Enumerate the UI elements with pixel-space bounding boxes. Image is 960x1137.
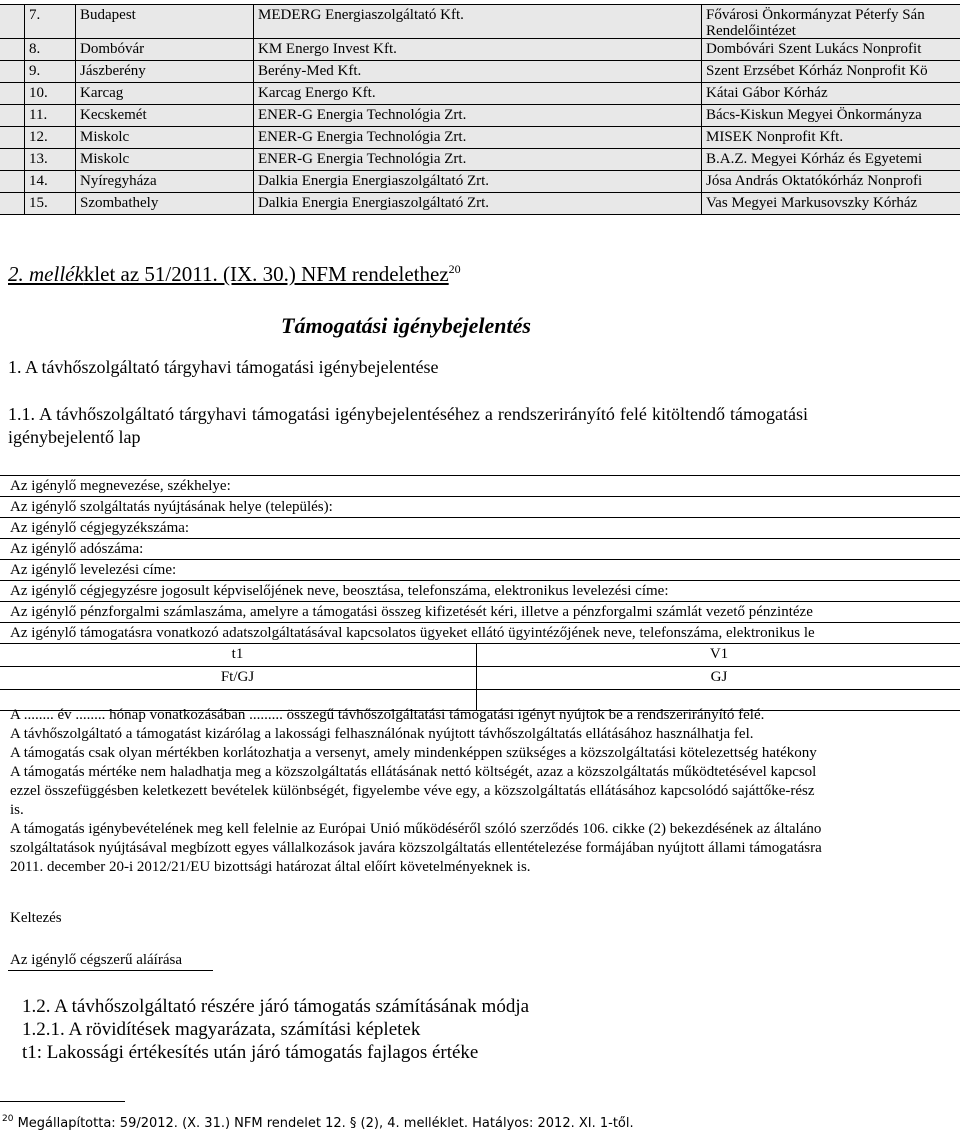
table-row (0, 105, 960, 127)
table-row (0, 39, 960, 61)
intro-paragraph: 1.1. A távhőszolgáltató tárgyhavi támogatási igénybejelentéséhez a rendszerirányító felé kitöltendő támogatási igénybejelentő lap (8, 404, 808, 447)
institution-cell: Kátai Gábor Kórház (706, 85, 828, 101)
col-v1: V1 (476, 644, 960, 666)
table-row (0, 61, 960, 83)
text-line: A távhőszolgáltató a támogatást kizárólag a lakossági felhasználónak nyújtott távhőszolgáltatás ellátásához használhatja fel. (10, 726, 754, 742)
footnote (2, 1114, 634, 1131)
annex-heading-italic: 2. mellék (8, 262, 84, 286)
subsection-heading: 1.2.1. A rövidítések magyarázata, számítási képletek (22, 1019, 421, 1040)
form-unit-row (0, 666, 960, 689)
institution-line1: Fővárosi Önkormányzat Péterfy Sán (706, 7, 925, 23)
text-line: A támogatás csak olyan mértékben korlátozhatja a versenyt, amely mindenképpen szükséges a közszolgáltatási kötelezettség hatékony (10, 745, 817, 761)
application-form (0, 475, 960, 711)
city-cell: Miskolc (80, 129, 130, 145)
date-label: Keltezés (10, 910, 62, 926)
company-cell: MEDERG Energiaszolgáltató Kft. (258, 7, 464, 23)
table-row (0, 171, 960, 193)
declaration-text (10, 706, 960, 877)
form-col-header-row (0, 643, 960, 666)
company-cell: Karcag Energo Kft. (258, 85, 376, 101)
institution-line2: Rendelőintézet (706, 23, 796, 39)
unit-gj: GJ (476, 667, 960, 689)
footnote-separator (0, 1101, 125, 1102)
company-cell: KM Energo Invest Kft. (258, 41, 397, 57)
text-line: A támogatás mértéke nem haladhatja meg a közszolgáltatás ellátásának nettó költségét, azaz a közszolgáltatás működtetésével kapcsol (10, 764, 817, 780)
section-heading: 1. A távhőszolgáltató tárgyhavi támogatási igénybejelentése (8, 357, 439, 377)
annex-heading-rest: klet az 51/2011. (IX. 30.) NFM rendelethez (83, 262, 449, 286)
form-row: Az igénylő pénzforgalmi számlaszáma, amelyre a támogatási összeg kifizetését kéri, illetve a pénzforgalmi számlát vezető pénzintéze (0, 601, 960, 622)
unit-ftgj: Ft/GJ (220, 669, 255, 685)
form-row: Az igénylő szolgáltatás nyújtásának helye (település): (0, 496, 960, 517)
company-cell: Dalkia Energia Energiaszolgáltató Zrt. (258, 195, 490, 211)
signature-line (8, 970, 213, 971)
institution-table (0, 4, 960, 215)
city-cell: Dombóvár (80, 41, 145, 57)
row-number: 9. (29, 63, 41, 79)
form-row: Az igénylő cégjegyzésre jogosult képviselőjének neve, beosztása, telefonszáma, elektronikus levelezési címe: (0, 580, 960, 601)
form-row: Az igénylő támogatásra vonatkozó adatszolgáltatásával kapcsolatos ügyeket ellátó ügyintézőjének neve, telefonszáma, elektronikus le (0, 622, 960, 643)
definition-line: t1: Lakossági értékesítés után járó támogatás fajlagos értéke (22, 1042, 479, 1063)
institution-cell: B.A.Z. Megyei Kórház és Egyetemi (706, 151, 923, 167)
text-line: ezzel összefüggésben keletkezett bevételek különbségét, figyelembe véve egy, a közszolgáltatás ellátásához kapcsolódó sajáttőke-rész (10, 783, 815, 799)
company-cell: ENER-G Energia Technológia Zrt. (258, 107, 467, 123)
institution-cell: MISEK Nonprofit Kft. (706, 129, 844, 145)
company-cell: ENER-G Energia Technológia Zrt. (258, 129, 467, 145)
annex-heading (8, 262, 461, 287)
institution-cell: Szent Erzsébet Kórház Nonprofit Kö (706, 63, 928, 79)
company-cell: ENER-G Energia Technológia Zrt. (258, 151, 467, 167)
institution-cell: Jósa András Oktatókórház Nonprofi (706, 173, 923, 189)
table-row (0, 149, 960, 171)
text-line: A támogatás igénybevételének meg kell felelnie az Európai Unió működéséről szóló szerződés 106. cikke (2) bekezdésének az általáno (10, 821, 822, 837)
row-number: 14. (29, 173, 48, 189)
city-cell: Miskolc (80, 151, 130, 167)
institution-cell: Bács-Kiskun Megyei Önkormányza (706, 107, 922, 123)
institution-cell: Vas Megyei Markusovszky Kórház (706, 195, 918, 211)
institution-cell (706, 7, 960, 39)
city-cell: Nyíregyháza (80, 173, 157, 189)
signature-label: Az igénylő cégszerű aláírása (10, 952, 182, 968)
row-number: 13. (29, 151, 48, 167)
company-cell: Dalkia Energia Energiaszolgáltató Zrt. (258, 173, 490, 189)
footnote-text: Megállapította: 59/2012. (X. 31.) NFM rendelet 12. § (2), 4. melléklet. Hatályos: 2012. XI. 1-től. (13, 1116, 634, 1131)
page-title: Támogatási igénybejelentés (281, 313, 531, 338)
form-row: Az igénylő cégjegyzékszáma: (0, 517, 960, 538)
table-row (0, 193, 960, 215)
table-column-divider (701, 4, 702, 215)
text-line: A ........ év ........ hónap vonatkozásában ......... összegű távhőszolgáltatási támogatási igényt nyújtok be a rendszerirányító felé. (10, 707, 765, 723)
table-column-divider (75, 4, 76, 215)
city-cell: Szombathely (80, 195, 159, 211)
row-number: 7. (29, 7, 41, 23)
text-line: szolgáltatások nyújtásával megbízott egyes vállalkozások javára közszolgáltatás ellentételezése formájában nyújtott állami támogatásra (10, 840, 822, 856)
row-number: 8. (29, 41, 41, 57)
table-row (0, 127, 960, 149)
row-number: 12. (29, 129, 48, 145)
form-row: Az igénylő levelezési címe: (0, 559, 960, 580)
table-column-divider (24, 4, 25, 215)
row-number: 10. (29, 85, 48, 101)
row-number: 11. (29, 107, 48, 123)
city-cell: Jászberény (80, 63, 146, 79)
form-row: Az igénylő adószáma: (0, 538, 960, 559)
table-row (0, 4, 960, 39)
institution-cell: Dombóvári Szent Lukács Nonprofit (706, 41, 922, 57)
text-line: 2011. december 20-i 2012/21/EU bizottsági határozat által előírt követelményeknek is. (10, 859, 531, 875)
city-cell: Budapest (80, 7, 136, 23)
col-t1: t1 (231, 646, 244, 662)
table-row (0, 83, 960, 105)
form-row: Az igénylő megnevezése, székhelye: (0, 475, 960, 496)
table-column-divider (253, 4, 254, 215)
footnote-number: 20 (2, 1114, 14, 1124)
footnote-ref: 20 (448, 262, 461, 276)
company-cell: Berény-Med Kft. (258, 63, 362, 79)
city-cell: Karcag (80, 85, 124, 101)
city-cell: Kecskemét (80, 107, 147, 123)
row-number: 15. (29, 195, 48, 211)
text-line: is. (10, 802, 24, 818)
subsection-heading: 1.2. A távhőszolgáltató részére járó támogatás számításának módja (22, 996, 530, 1017)
